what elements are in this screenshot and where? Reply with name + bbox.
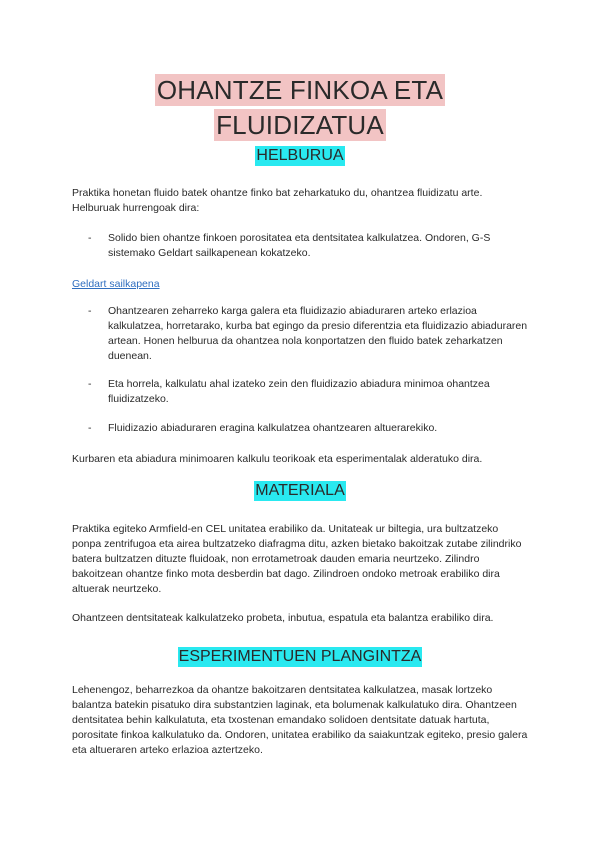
list-item-text: Eta horrela, kalkulatu ahal izateko zein den fluidizazio abiadura minimoa ohantzea fluidizatzeko. (108, 378, 490, 405)
list-marker: - (88, 232, 92, 244)
materiala-paragraph-2: Ohantzeen dentsitateak kalkulatzeko probeta, inbutua, espatula eta balantza erabiliko dira. (72, 612, 494, 624)
list-marker: - (88, 378, 92, 390)
section-heading-helburua-wrap (0, 146, 600, 166)
document-title (0, 74, 600, 144)
list-item-text: Ohantzearen zeharreko karga galera eta fluidizazio abiaduraren arteko erlazioa kalkulatzea, horretarako, kurba bat egingo da presio diferentzia eta fluidizazio abiaduraren artean. Honen helburua da ohantzea nola konportatzen den fluido batek zeharkatzen duenean. (108, 305, 528, 362)
plangintza-paragraph-1: Lehenengoz, beharrezkoa da ohantze bakoitzaren dentsitatea kalkulatzea, masak lortzeko balantza batekin pisatuko dira substantzien laginak, eta bolumenak kalkulatuko dira. Ohantzeen dentsitatea behin kalkulatuta, eta txostenan emandako solidoen dentsitate datuak hartuta, porositate finkoa kalkulatuko da. Ondoren, unitatea erabiliko da saiakuntzak egiteko, presio galera eta altueraren arteko erlazioa aztertzeko. (72, 684, 528, 756)
geldart-link[interactable]: Geldart sailkapena (72, 278, 160, 290)
list-item-text: Solido bien ohantze finkoen porositatea eta dentsitatea kalkulatzea. Ondoren, G-S sistemako Geldart sailkapenean kokatzeko. (108, 232, 491, 259)
title-line-2: FLUIDIZATUA (216, 110, 384, 140)
list-marker: - (88, 305, 92, 317)
list-item-text: Fluidizazio abiaduraren eragina kalkulatzea ohantzearen altuerarekiko. (108, 422, 438, 434)
section-heading-materiala-wrap (0, 481, 600, 501)
helburua-closing: Kurbaren eta abiadura minimoaren kalkulu teorikoak eta esperimentalak alderatuko dira. (72, 453, 483, 465)
helburua-intro: Praktika honetan fluido batek ohantze finko bat zeharkatuko du, ohantzea fluidizatu arte. Helburuak hurrengoak dira: (72, 187, 483, 214)
section-heading-materiala: MATERIALA (255, 482, 345, 499)
title-line-1: OHANTZE FINKOA ETA (156, 75, 444, 105)
section-heading-plangintza-wrap (0, 647, 600, 667)
section-heading-plangintza: ESPERIMENTUEN PLANGINTZA (178, 648, 422, 665)
section-heading-helburua: HELBURUA (256, 147, 344, 164)
materiala-paragraph-1: Praktika egiteko Armfield-en CEL unitatea erabiliko da. Unitateak ur biltegia, ura bultzatzeko ponpa zentrifugoa eta airea bultzatzeko diafragma ditu, azken bietako bakoitzak zutabe zilindriko batera bultzatzen dituzte fluidoak, non errotametroak dauden emaria neurtzeko. Zilindro bakoitzean ohantze finko mota desberdin bat dago. Zilindroen ondoko metroak erabiliko dira altuerak neurtzeko. (72, 523, 522, 595)
list-marker: - (88, 422, 92, 434)
